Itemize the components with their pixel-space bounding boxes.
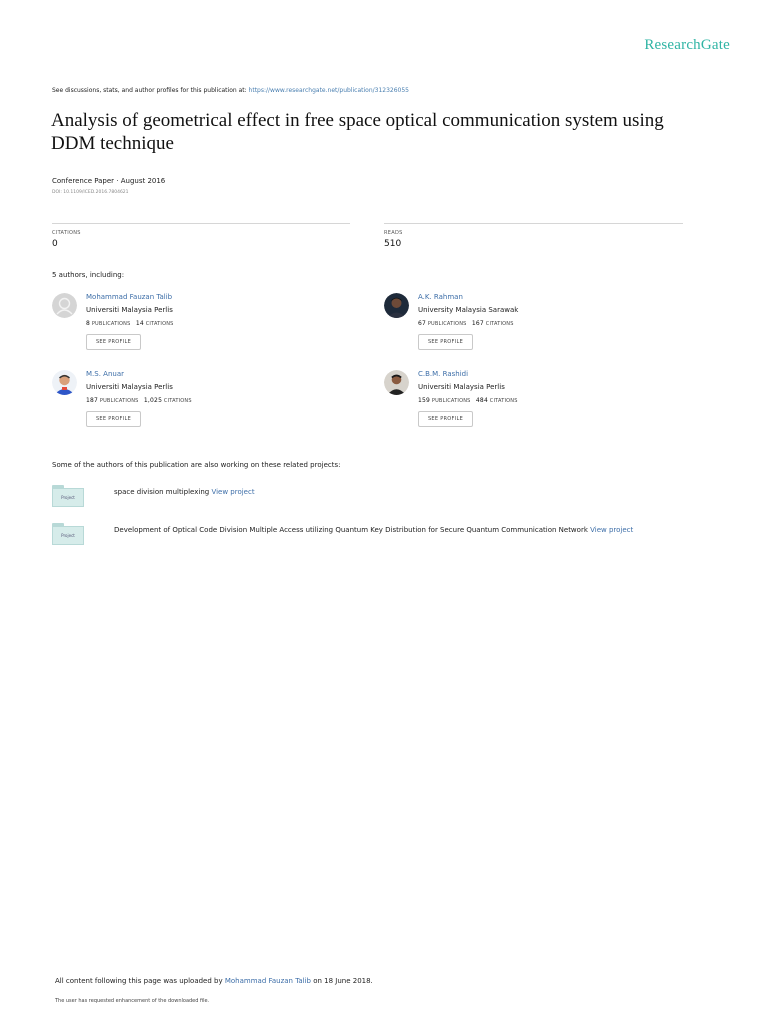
project-name: space division multiplexing xyxy=(114,488,212,496)
citations-divider xyxy=(52,223,350,224)
researchgate-logo[interactable]: ResearchGate xyxy=(644,37,730,53)
author-card xyxy=(384,370,684,440)
reads-label: READS xyxy=(384,230,403,236)
project-title xyxy=(114,488,255,496)
author-card xyxy=(52,370,352,440)
author-name-link[interactable]: M.S. Anuar xyxy=(86,370,124,378)
project-folder-label: Project xyxy=(52,526,84,545)
publications-label: PUBLICATIONS xyxy=(427,321,467,327)
citations-count: 167 xyxy=(471,320,484,327)
upload-prefix: All content following this page was uploaded by xyxy=(55,977,225,985)
author-stats xyxy=(418,397,518,404)
author-card xyxy=(384,293,684,363)
upload-date: on 18 June 2018. xyxy=(310,977,373,985)
related-projects-heading: Some of the authors of this publication are also working on these related projects: xyxy=(52,461,341,469)
publications-label: PUBLICATIONS xyxy=(431,398,471,404)
project-name: Development of Optical Code Division Multiple Access utilizing Quantum Key Distribution for Secure Quantum Communication Network xyxy=(114,526,591,534)
publications-label: PUBLICATIONS xyxy=(91,321,131,327)
discussion-prefix: See discussions, stats, and author profiles for this publication at: xyxy=(52,87,249,94)
view-project-link[interactable]: View project xyxy=(211,488,255,496)
author-name-link[interactable]: C.B.M. Rashidi xyxy=(418,370,469,378)
view-project-link[interactable]: View project xyxy=(590,526,634,534)
citations-count: 1,025 xyxy=(143,397,163,404)
author-photo-icon[interactable] xyxy=(384,293,409,318)
author-name-link[interactable]: Mohammad Fauzan Talib xyxy=(86,293,173,301)
project-item xyxy=(52,523,752,549)
citations-value: 0 xyxy=(52,239,58,249)
enhancement-note: The user has requested enhancement of the downloaded file. xyxy=(55,998,210,1004)
project-folder-icon xyxy=(52,485,84,507)
authors-heading: 5 authors, including: xyxy=(52,271,125,279)
author-stats xyxy=(86,397,192,404)
author-photo-icon[interactable] xyxy=(384,370,409,395)
publications-count: 8 xyxy=(86,320,91,327)
publication-doi: DOI: 10.1109/ICED.2016.7804621 xyxy=(52,190,129,195)
upload-info xyxy=(55,977,373,985)
publications-count: 187 xyxy=(86,397,99,404)
author-affiliation: Universiti Malaysia Perlis xyxy=(86,306,173,314)
reads-value: 510 xyxy=(384,239,402,249)
uploader-link[interactable]: Mohammad Fauzan Talib xyxy=(224,977,311,985)
author-affiliation: University Malaysia Sarawak xyxy=(418,306,519,314)
publication-type-date: Conference Paper · August 2016 xyxy=(52,177,166,185)
author-card xyxy=(52,293,352,363)
author-stats xyxy=(418,320,514,327)
publications-label: PUBLICATIONS xyxy=(99,398,139,404)
publications-count: 67 xyxy=(418,320,427,327)
publication-url-link[interactable]: https://www.researchgate.net/publication/312326055 xyxy=(248,87,409,94)
project-title xyxy=(114,526,633,534)
citations-label: CITATIONS xyxy=(485,321,514,327)
author-name-link[interactable]: A.K. Rahman xyxy=(418,293,463,301)
project-folder-label: Project xyxy=(52,488,84,507)
avatar-placeholder-icon[interactable] xyxy=(52,293,77,318)
discussion-line xyxy=(52,87,409,94)
citations-label: CITATIONS xyxy=(489,398,518,404)
publication-title: Analysis of geometrical effect in free space optical communication system using DDM technique xyxy=(51,110,664,154)
citations-count: 484 xyxy=(475,397,488,404)
project-item xyxy=(52,485,752,511)
project-folder-icon xyxy=(52,523,84,545)
reads-divider xyxy=(384,223,683,224)
author-affiliation: Universiti Malaysia Perlis xyxy=(418,383,505,391)
author-affiliation: Universiti Malaysia Perlis xyxy=(86,383,173,391)
citations-label: CITATIONS xyxy=(145,321,174,327)
see-profile-button[interactable]: SEE PROFILE xyxy=(86,334,141,350)
citations-count: 14 xyxy=(135,320,144,327)
see-profile-button[interactable]: SEE PROFILE xyxy=(418,334,473,350)
author-stats xyxy=(86,320,174,327)
see-profile-button[interactable]: SEE PROFILE xyxy=(86,411,141,427)
see-profile-button[interactable]: SEE PROFILE xyxy=(418,411,473,427)
publications-count: 159 xyxy=(418,397,431,404)
citations-label: CITATIONS xyxy=(52,230,81,236)
citations-label: CITATIONS xyxy=(163,398,192,404)
author-photo-icon[interactable] xyxy=(52,370,77,395)
